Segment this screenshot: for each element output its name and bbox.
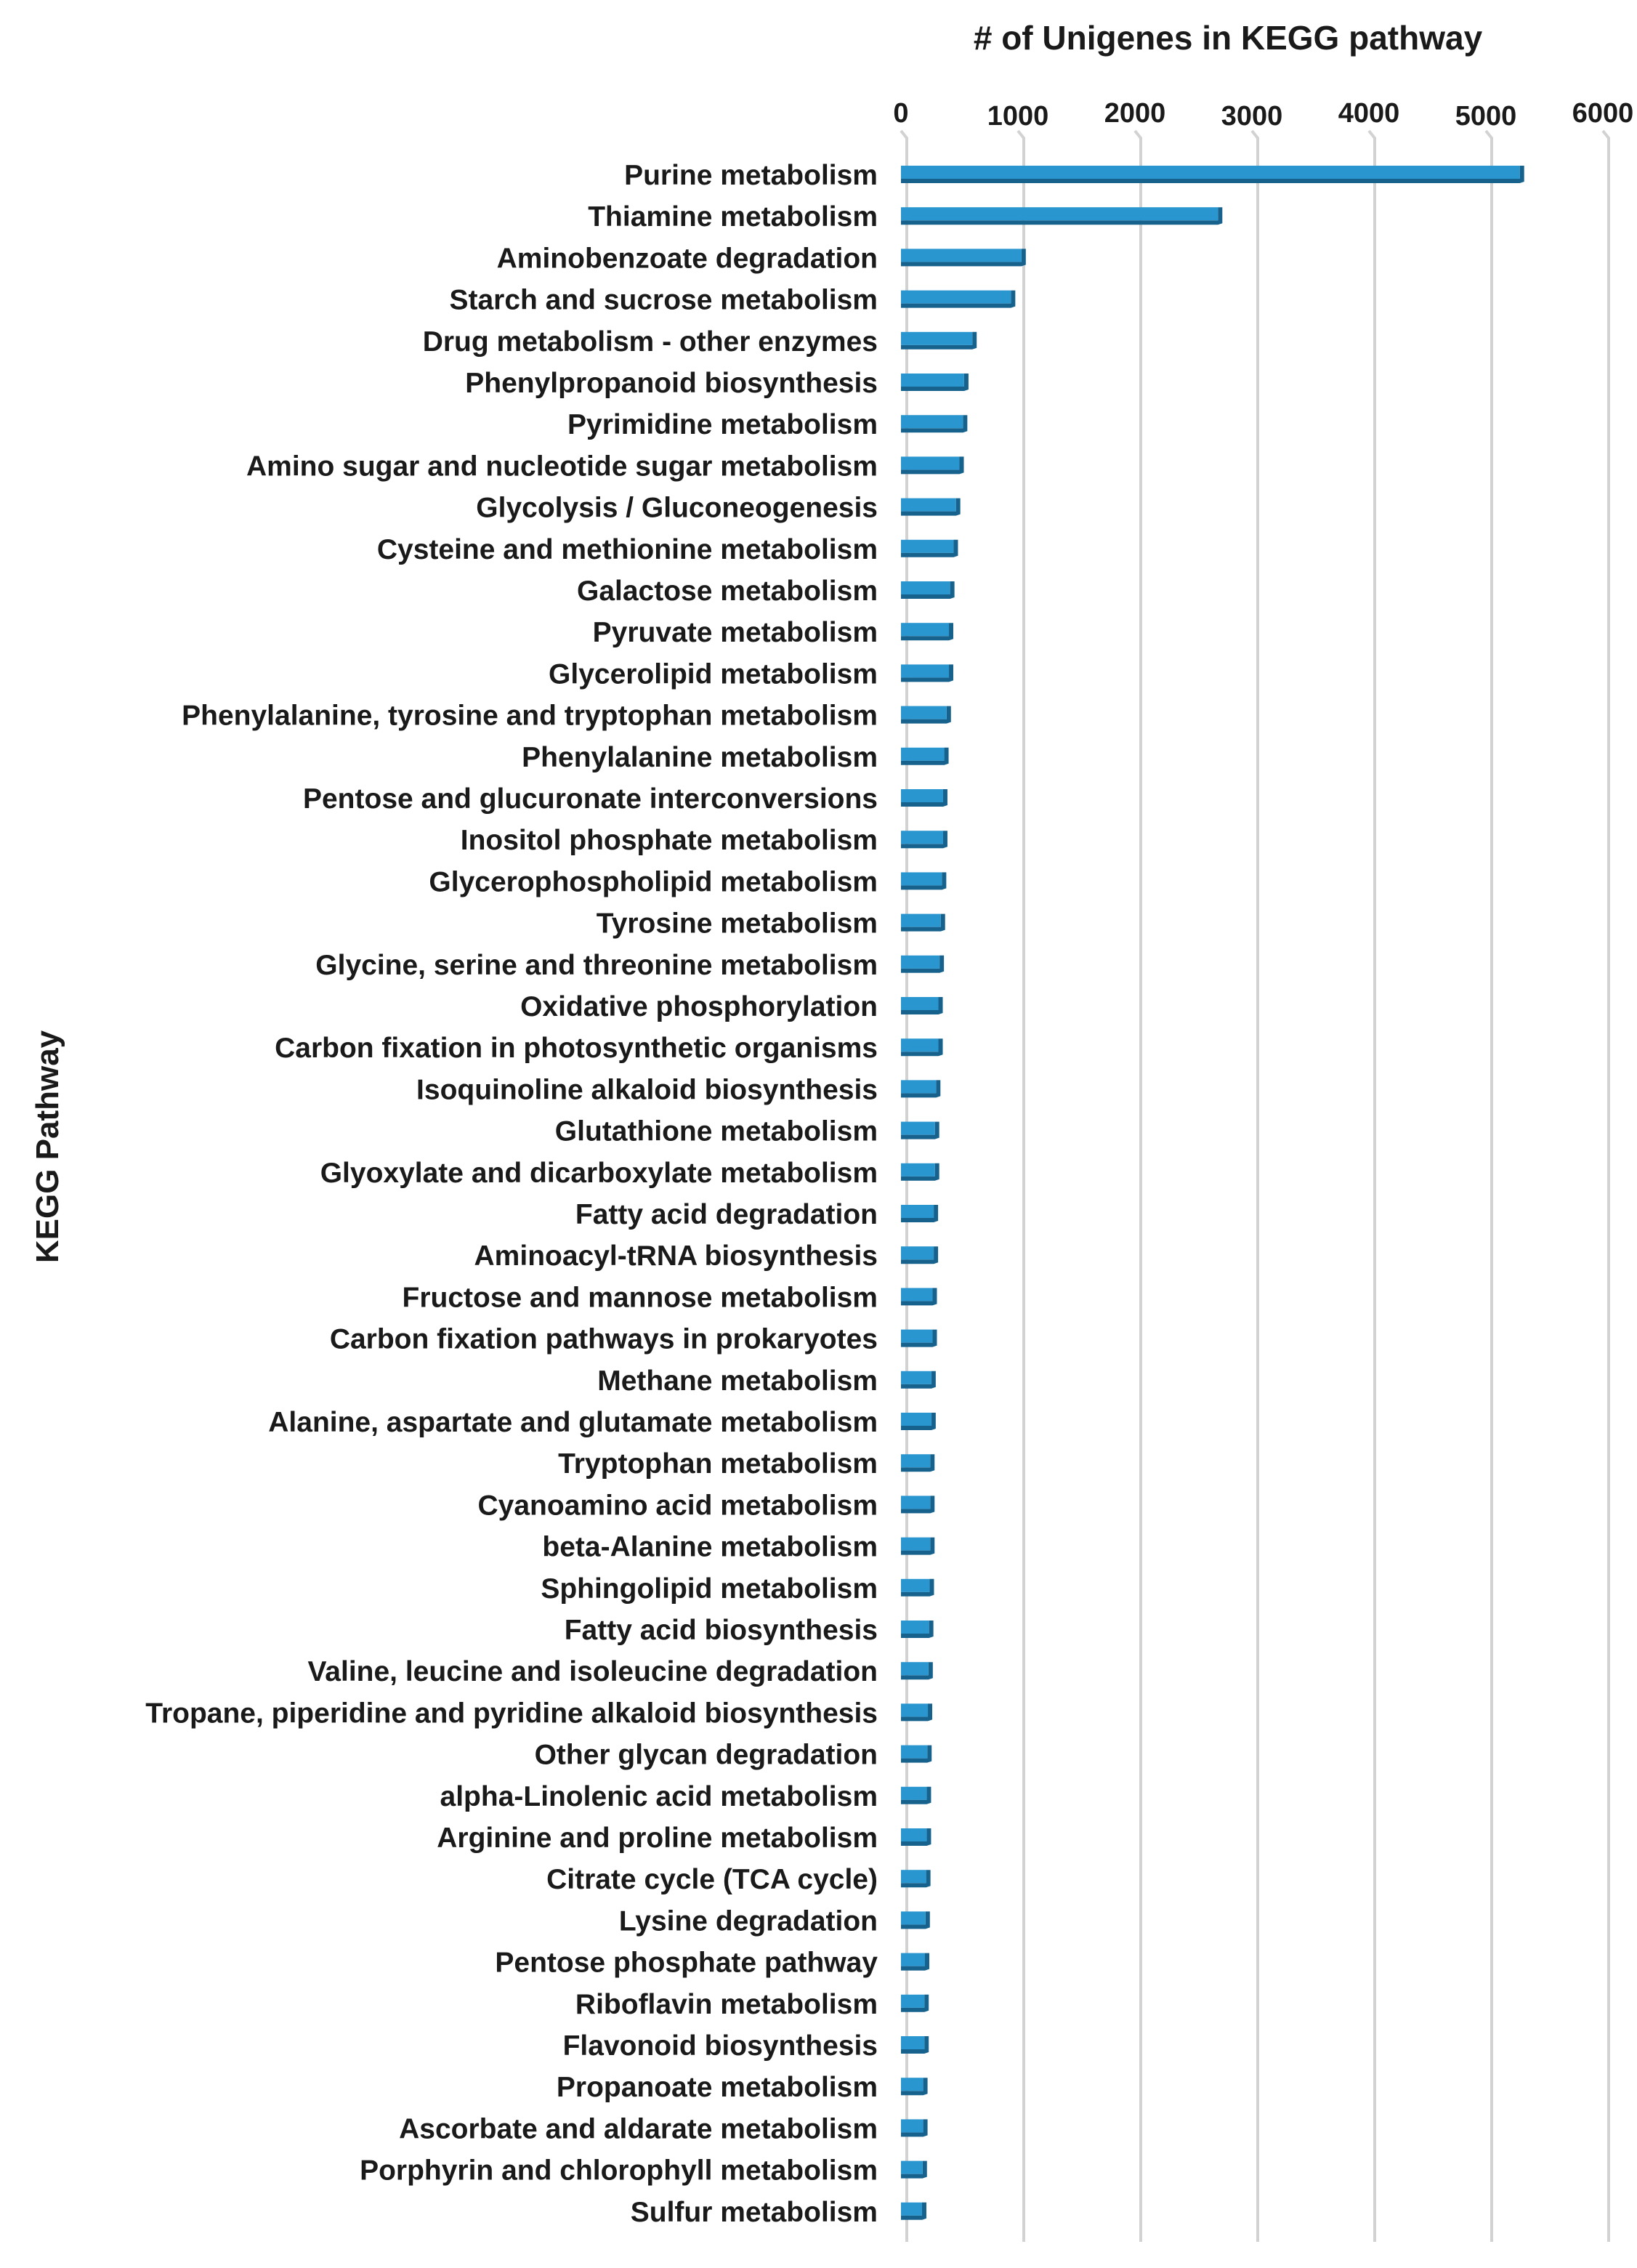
bar-face: [901, 1454, 930, 1467]
gridline: [1252, 131, 1258, 2242]
gridline: [1135, 131, 1141, 2242]
bar: [901, 1205, 938, 1222]
bar-face: [901, 581, 950, 594]
x-tick-label: 6000: [1572, 98, 1634, 129]
category-label: Other glycan degradation: [534, 1739, 878, 1771]
bar-face: [901, 789, 943, 802]
bar-face: [901, 2203, 922, 2216]
bar: [901, 1330, 937, 1347]
bar-face: [901, 1163, 935, 1177]
bar: [901, 2203, 926, 2220]
bar: [901, 1163, 939, 1181]
bar-face: [901, 1662, 929, 1675]
bar: [901, 831, 947, 848]
bar: [901, 706, 951, 724]
category-label: Fatty acid degradation: [575, 1199, 878, 1230]
category-label: Pyrimidine metabolism: [567, 409, 878, 441]
category-label: Carbon fixation in photosynthetic organisms: [275, 1033, 878, 1065]
bar-face: [901, 914, 941, 927]
x-tick-label: 5000: [1455, 101, 1517, 132]
bar-face: [901, 872, 942, 885]
bar-face: [901, 415, 963, 428]
bar-face: [901, 1870, 926, 1883]
bar-face: [901, 623, 949, 636]
bar-face: [901, 706, 947, 719]
bar-face: [901, 956, 939, 969]
bar-face: [901, 1703, 928, 1716]
bar: [901, 1787, 931, 1804]
bar: [901, 1413, 936, 1430]
category-label: Sphingolipid metabolism: [541, 1573, 878, 1605]
bar: [901, 1870, 931, 1887]
bar: [901, 2078, 928, 2095]
bar-face: [901, 2119, 923, 2132]
bar-face: [901, 456, 960, 469]
bar-face: [901, 2078, 923, 2091]
gridline: [1603, 131, 1609, 2242]
category-label: Lysine degradation: [618, 1905, 878, 1937]
x-tick-label: 4000: [1338, 98, 1400, 129]
category-label: Glycolysis / Gluconeogenesis: [476, 492, 878, 524]
category-label: Aminoacyl-tRNA biosynthesis: [474, 1240, 878, 1272]
bar: [901, 374, 969, 391]
bar-face: [901, 2036, 924, 2049]
bar: [901, 748, 949, 765]
category-label: Sulfur metabolism: [630, 2196, 878, 2228]
bar-face: [901, 1579, 929, 1592]
bar-face: [901, 1122, 935, 1135]
bar-face: [901, 1538, 930, 1551]
bar-face: [901, 1205, 934, 1218]
category-label: Tyrosine metabolism: [596, 908, 878, 940]
bar: [901, 2161, 927, 2179]
bar: [901, 456, 964, 474]
bar: [901, 2119, 928, 2136]
bar-face: [901, 1496, 930, 1509]
category-label: Pyruvate metabolism: [592, 617, 878, 649]
bar-face: [901, 540, 953, 553]
category-label: Propanoate metabolism: [556, 2072, 878, 2104]
bar: [901, 1703, 932, 1721]
category-label: Galactose metabolism: [577, 576, 878, 607]
category-label: Fatty acid biosynthesis: [564, 1615, 878, 1646]
bar-face: [901, 249, 1022, 262]
category-label: Flavonoid biosynthesis: [562, 2030, 878, 2062]
bar-face: [901, 1746, 927, 1759]
bar: [901, 581, 955, 599]
bar-face: [901, 499, 956, 512]
bar-face: [901, 1787, 926, 1800]
bar: [901, 415, 967, 432]
category-label: Fructose and mannose metabolism: [402, 1282, 878, 1314]
gridline: [1486, 131, 1492, 2242]
category-label: Thiamine metabolism: [588, 201, 878, 233]
bar: [901, 1995, 929, 2012]
bar-face: [901, 1038, 939, 1052]
bar: [901, 789, 947, 807]
category-label: Citrate cycle (TCA cycle): [546, 1864, 878, 1896]
bar-face: [901, 1911, 926, 1924]
bar-face: [901, 1828, 926, 1841]
category-label: Tropane, piperidine and pyridine alkaloid biosynthesis: [145, 1698, 878, 1730]
bar: [901, 623, 953, 640]
category-label: Inositol phosphate metabolism: [460, 825, 878, 857]
bar: [901, 207, 1222, 225]
category-label: Starch and sucrose metabolism: [449, 284, 878, 316]
category-label: Cysteine and methionine metabolism: [376, 533, 878, 565]
bar: [901, 914, 945, 932]
bar-face: [901, 1371, 931, 1384]
category-label: Valine, leucine and isoleucine degradation: [307, 1656, 878, 1688]
bar: [901, 1662, 933, 1679]
bar: [901, 956, 944, 973]
grid-lines: [901, 131, 1609, 2242]
category-label: Amino sugar and nucleotide sugar metabolism: [246, 451, 878, 483]
bar-face: [901, 291, 1011, 304]
bar: [901, 1122, 939, 1139]
bar-face: [901, 664, 949, 677]
bar: [901, 997, 943, 1014]
category-label: Alanine, aspartate and glutamate metabolism: [268, 1407, 878, 1438]
x-tick-label: 3000: [1221, 101, 1283, 132]
category-label: Arginine and proline metabolism: [437, 1823, 878, 1854]
category-label: Oxidative phosphorylation: [520, 991, 878, 1022]
bar: [901, 332, 977, 350]
bar-face: [901, 1330, 932, 1343]
category-label: Aminobenzoate degradation: [496, 243, 878, 275]
bar: [901, 249, 1026, 266]
bar-face: [901, 1953, 925, 1966]
bar: [901, 1288, 937, 1305]
chart-title: # of Unigenes in KEGG pathway: [973, 19, 1483, 57]
category-label: Cyanoamino acid metabolism: [477, 1490, 878, 1522]
bar-face: [901, 831, 943, 844]
x-tick-label: 2000: [1104, 98, 1166, 129]
category-label: Carbon fixation pathways in prokaryotes: [329, 1323, 878, 1355]
category-label: Porphyrin and chlorophyll metabolism: [360, 2155, 878, 2187]
bar: [901, 1371, 936, 1389]
bar-face: [901, 1246, 934, 1259]
category-label: Glycerolipid metabolism: [549, 658, 878, 690]
bar: [901, 1538, 934, 1555]
bar-face: [901, 1995, 924, 2008]
bar-face: [901, 1080, 936, 1093]
bar-face: [901, 997, 939, 1010]
category-label: Glutathione metabolism: [554, 1115, 878, 1147]
x-tick-labels: [893, 98, 1633, 132]
bar: [901, 291, 1015, 308]
bar: [901, 1911, 930, 1929]
x-tick-label: 0: [893, 98, 909, 129]
bar: [901, 1621, 934, 1638]
bar-face: [901, 1621, 929, 1634]
category-label: Phenylpropanoid biosynthesis: [465, 368, 878, 399]
bar: [901, 540, 958, 557]
bar: [901, 1246, 938, 1264]
bar: [901, 1746, 931, 1763]
bar: [901, 2036, 929, 2054]
bar: [901, 1038, 943, 1056]
category-label: Phenylalanine, tyrosine and tryptophan metabolism: [182, 700, 878, 732]
category-label: Tryptophan metabolism: [558, 1448, 878, 1480]
bar: [901, 1496, 934, 1513]
gridline: [1018, 131, 1024, 2242]
bar: [901, 1953, 929, 1971]
bars: [901, 166, 1524, 2220]
x-tick-label: 1000: [987, 101, 1049, 132]
bar-face: [901, 748, 945, 761]
bar-face: [901, 1288, 932, 1301]
bar-face: [901, 374, 964, 387]
category-label: Purine metabolism: [624, 160, 878, 191]
bar: [901, 166, 1524, 183]
category-label: Methane metabolism: [597, 1365, 878, 1397]
bar: [901, 664, 953, 682]
category-label: Pentose phosphate pathway: [495, 1947, 878, 1979]
category-label: Pentose and glucuronate interconversions: [302, 783, 878, 815]
category-label: Drug metabolism - other enzymes: [422, 326, 878, 358]
bar: [901, 499, 961, 516]
bar: [901, 1454, 934, 1472]
bar: [901, 1579, 934, 1597]
category-label: Glyoxylate and dicarboxylate metabolism: [320, 1157, 878, 1189]
category-label: beta-Alanine metabolism: [542, 1531, 878, 1563]
bar-face: [901, 1413, 931, 1426]
category-labels: [145, 160, 878, 2228]
y-axis-title: KEGG Pathway: [30, 1030, 65, 1264]
bar-face: [901, 2161, 923, 2174]
category-label: Riboflavin metabolism: [575, 1988, 878, 2020]
bar-face: [901, 166, 1520, 179]
category-label: Ascorbate and aldarate metabolism: [399, 2113, 878, 2145]
category-label: alpha-Linolenic acid metabolism: [440, 1780, 878, 1812]
bar-face: [901, 207, 1218, 220]
bar: [901, 1080, 940, 1097]
gridline: [1369, 131, 1375, 2242]
category-label: Phenylalanine metabolism: [522, 741, 878, 773]
category-label: Isoquinoline alkaloid biosynthesis: [416, 1074, 878, 1106]
category-label: Glycerophospholipid metabolism: [429, 866, 878, 898]
category-label: Glycine, serine and threonine metabolism: [315, 949, 878, 981]
bar: [901, 1828, 931, 1846]
bar-face: [901, 332, 972, 345]
bar: [901, 872, 946, 889]
